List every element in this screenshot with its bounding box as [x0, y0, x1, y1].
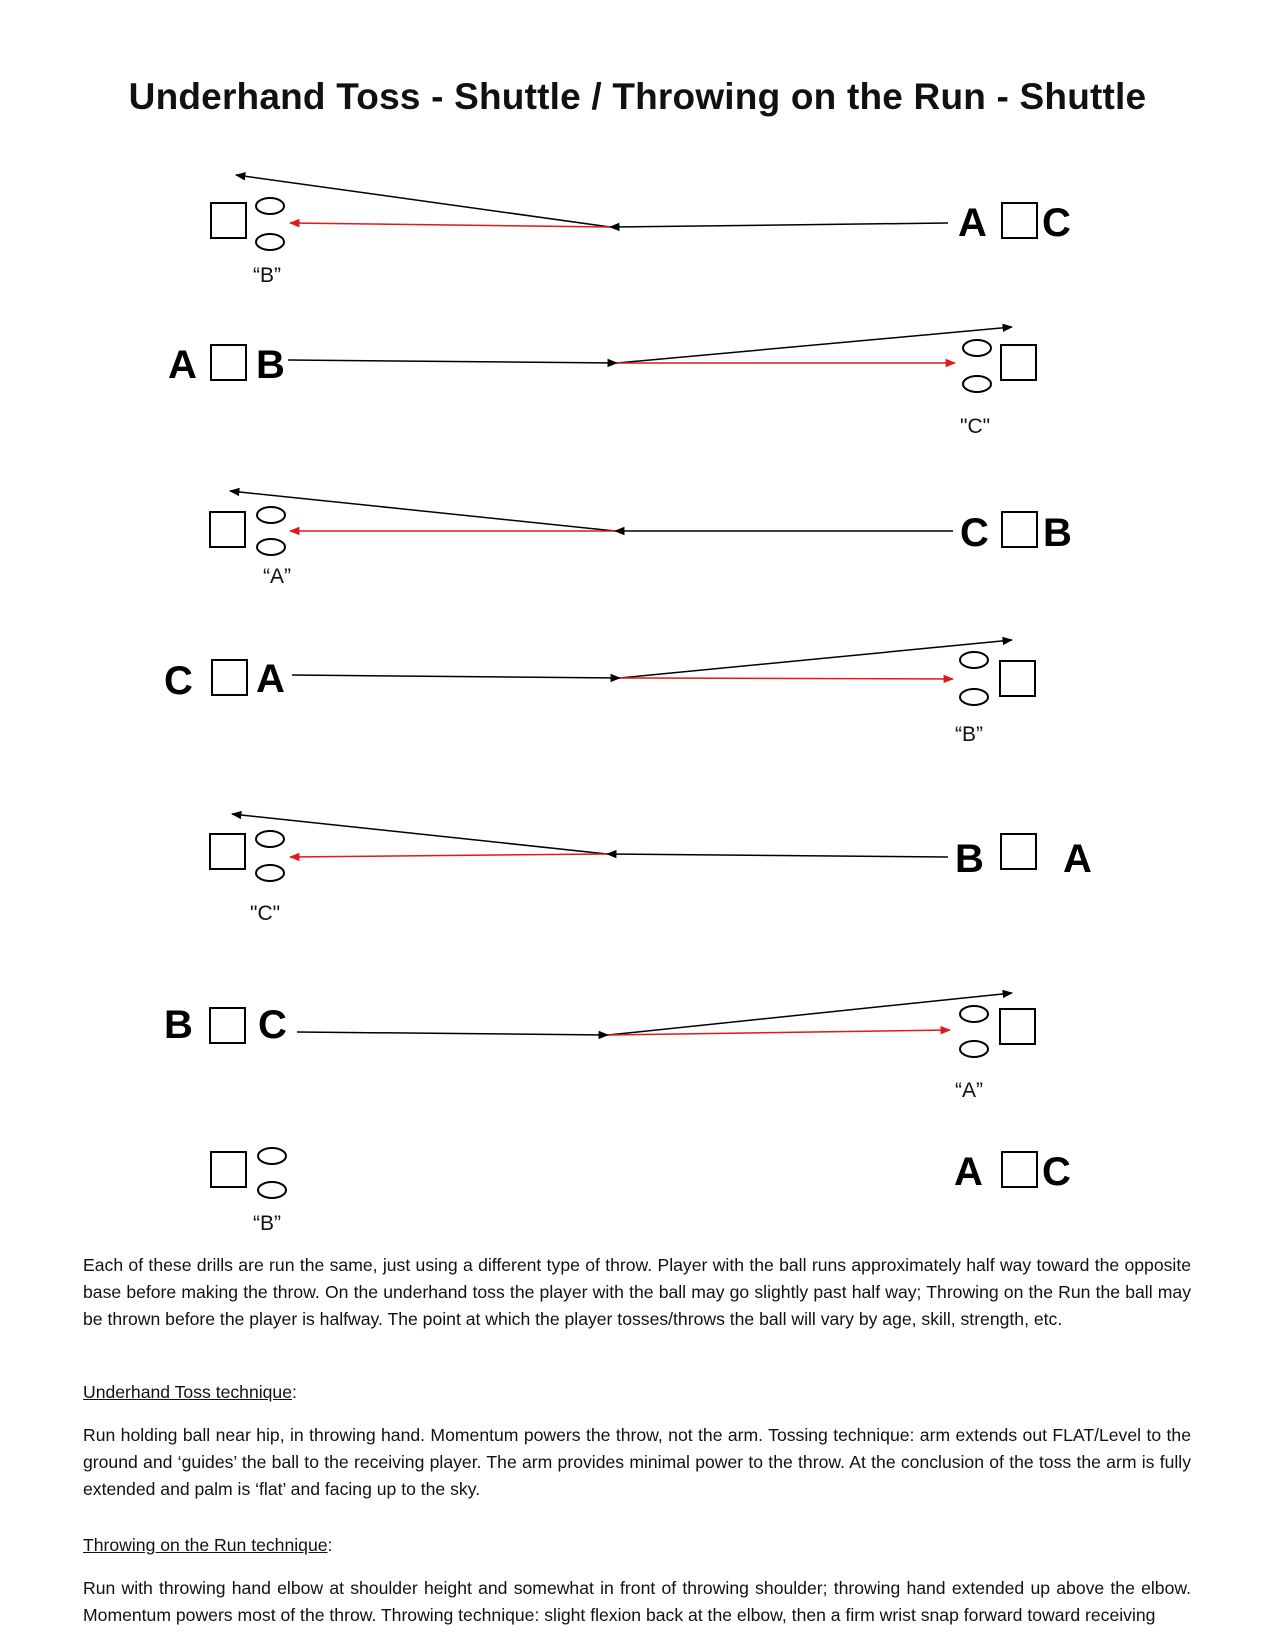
left-base — [210, 1008, 245, 1043]
toss-line — [620, 678, 953, 679]
right-base — [1000, 661, 1035, 696]
right-base — [1001, 345, 1036, 380]
right-base — [1002, 512, 1037, 547]
cone-top — [256, 831, 284, 847]
cone-bottom — [256, 865, 284, 881]
cone-label: "C" — [960, 415, 991, 438]
run-line — [292, 675, 620, 678]
underhand-heading: Underhand Toss technique: — [83, 1382, 297, 1402]
right-outer-label: C — [1042, 1150, 1071, 1194]
left-inner-label: C — [258, 1003, 287, 1047]
toss-line — [290, 854, 607, 857]
cone-label: “B” — [253, 1212, 281, 1235]
underhand-heading-text: Underhand Toss technique — [83, 1382, 292, 1402]
run-line — [288, 360, 617, 363]
cone-bottom — [257, 539, 285, 555]
cone-top — [257, 507, 285, 523]
drill-row-7 — [211, 1148, 1071, 1235]
right-outer-label: A — [1063, 837, 1092, 881]
intro-paragraph: Each of these drills are run the same, just using a different type of throw. Player with the ball runs approximately half way toward the opposite base before making the throw. On the underhand toss the player with the ball may go slightly past half way; Throwing on the Run the ball may be thrown before the player is halfway. The point at which the player tosses/throws the ball will vary by age, skill, strength, etc. — [83, 1255, 1191, 1329]
drill-row-5 — [210, 814, 1092, 925]
left-base — [212, 660, 247, 695]
right-base — [1002, 1152, 1037, 1187]
drill-row-2 — [168, 327, 1036, 438]
right-outer-label: C — [1042, 201, 1071, 245]
cone-bottom — [963, 376, 991, 392]
cone-top — [960, 652, 988, 668]
right-base — [1000, 1009, 1035, 1044]
throw-line — [230, 491, 615, 531]
run-line — [297, 1032, 608, 1035]
drill-row-4 — [164, 640, 1035, 746]
right-outer-label: B — [1043, 511, 1072, 555]
left-base — [211, 345, 246, 380]
throwing-paragraph: Run with throwing hand elbow at shoulder height and somewhat in front of throwing shoulder; throwing hand extended up above the elbow. Momentum powers most of the throw. Throwing technique: slight flexion back at the elbow, then a firm wrist snap forward toward receiving — [83, 1578, 1191, 1625]
left-base — [210, 834, 245, 869]
right-inner-label: B — [955, 837, 984, 881]
throw-line — [236, 175, 610, 227]
right-inner-label: A — [954, 1150, 983, 1194]
throw-line — [617, 327, 1012, 363]
cone-label: “A” — [263, 565, 291, 588]
underhand-paragraph: Run holding ball near hip, in throwing hand. Momentum powers the throw, not the arm. Tossing technique: arm extends out FLAT/Level to the ground and ‘guides’ the ball to the receiving player. The arm provides minimal power to the throw. At the conclusion of the toss the arm is fully extended and palm is ‘flat’ and facing up to the sky. — [83, 1425, 1191, 1499]
drill-row-6 — [164, 993, 1035, 1102]
cone-top — [960, 1006, 988, 1022]
throwing-heading-text: Throwing on the Run technique — [83, 1535, 328, 1555]
throwing-heading: Throwing on the Run technique: — [83, 1535, 333, 1555]
right-base — [1001, 834, 1036, 869]
cone-top — [258, 1148, 286, 1164]
page-title: Underhand Toss - Shuttle / Throwing on the Run - Shuttle — [128, 76, 1147, 117]
right-inner-label: C — [960, 511, 989, 555]
right-base — [1002, 203, 1037, 238]
left-inner-label: A — [256, 657, 285, 701]
cone-bottom — [960, 689, 988, 705]
cone-bottom — [960, 1041, 988, 1057]
throw-line — [620, 640, 1012, 678]
run-line — [607, 854, 948, 857]
cone-label: “B” — [955, 723, 983, 746]
toss-line — [608, 1030, 950, 1035]
throw-line — [608, 993, 1012, 1035]
cone-label: “B” — [253, 264, 281, 287]
cone-label: “A” — [955, 1079, 983, 1102]
cone-top — [963, 340, 991, 356]
right-inner-label: A — [958, 201, 987, 245]
drill-row-3 — [210, 491, 1072, 588]
run-line — [610, 223, 948, 227]
left-outer-label: B — [164, 1003, 193, 1047]
left-base — [211, 203, 246, 238]
left-base — [211, 1152, 246, 1187]
toss-line — [290, 223, 610, 227]
cone-label: "C" — [250, 902, 281, 925]
left-inner-label: B — [256, 343, 285, 387]
throw-line — [232, 814, 607, 854]
cone-top — [256, 198, 284, 214]
drill-row-1 — [211, 175, 1071, 287]
left-outer-label: C — [164, 659, 193, 703]
left-base — [210, 512, 245, 547]
left-outer-label: A — [168, 343, 197, 387]
cone-bottom — [256, 234, 284, 250]
cone-bottom — [258, 1182, 286, 1198]
